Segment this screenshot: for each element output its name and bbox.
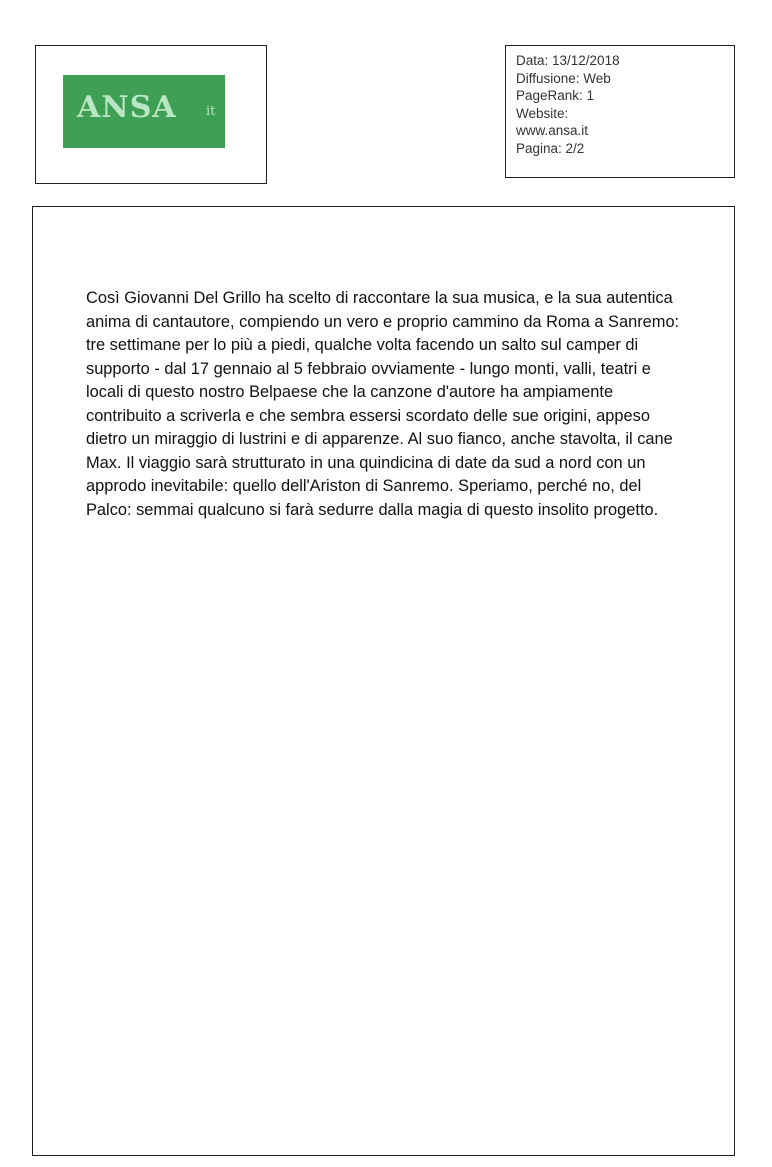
meta-date: Data: 13/12/2018 [516, 53, 620, 68]
meta-website-label: Website: [516, 105, 569, 121]
ansa-logo [63, 75, 225, 148]
meta-diffusion: Diffusione: Web [516, 70, 611, 86]
meta-pagerank: PageRank: 1 [516, 88, 595, 103]
article-body: Così Giovanni Del Grillo ha scelto di raccontare la sua musica, e la sua autentica anima di cantautore, compiendo un vero e proprio cammino da Roma a Sanremo: tre settimane per lo più a piedi, qualche volta facendo un salto sul camper di supporto - dal 17 gennaio al 5 febbraio ovviamente - lungo monti, valli, teatri e locali di questo nostro Belpaese che la canzone d'autore ha ampiamente contribuito a scriverla e che sembra essersi scordato delle sue origini, appeso dietro un miraggio di lustrini e di apparenze. Al suo fianco, anche stavolta, il cane Max. Il viaggio sarà strutturato in una quindicina di date da sud a nord con un approdo inevitabile: quello dell'Ariston di Sanremo. Speriamo, perché no, del Palco: semmai qualcuno si farà sedurre dalla magia di questo insolito progetto. [86, 289, 680, 519]
meta-website-url: www.ansa.it [516, 123, 589, 138]
logo-box [35, 45, 267, 184]
publication-info-box [505, 45, 735, 178]
article-frame [32, 206, 735, 1156]
logo-suffix-text: it [206, 104, 216, 119]
meta-page: Pagina: 2/2 [516, 140, 585, 156]
logo-brand-text: ANSA [77, 90, 177, 125]
